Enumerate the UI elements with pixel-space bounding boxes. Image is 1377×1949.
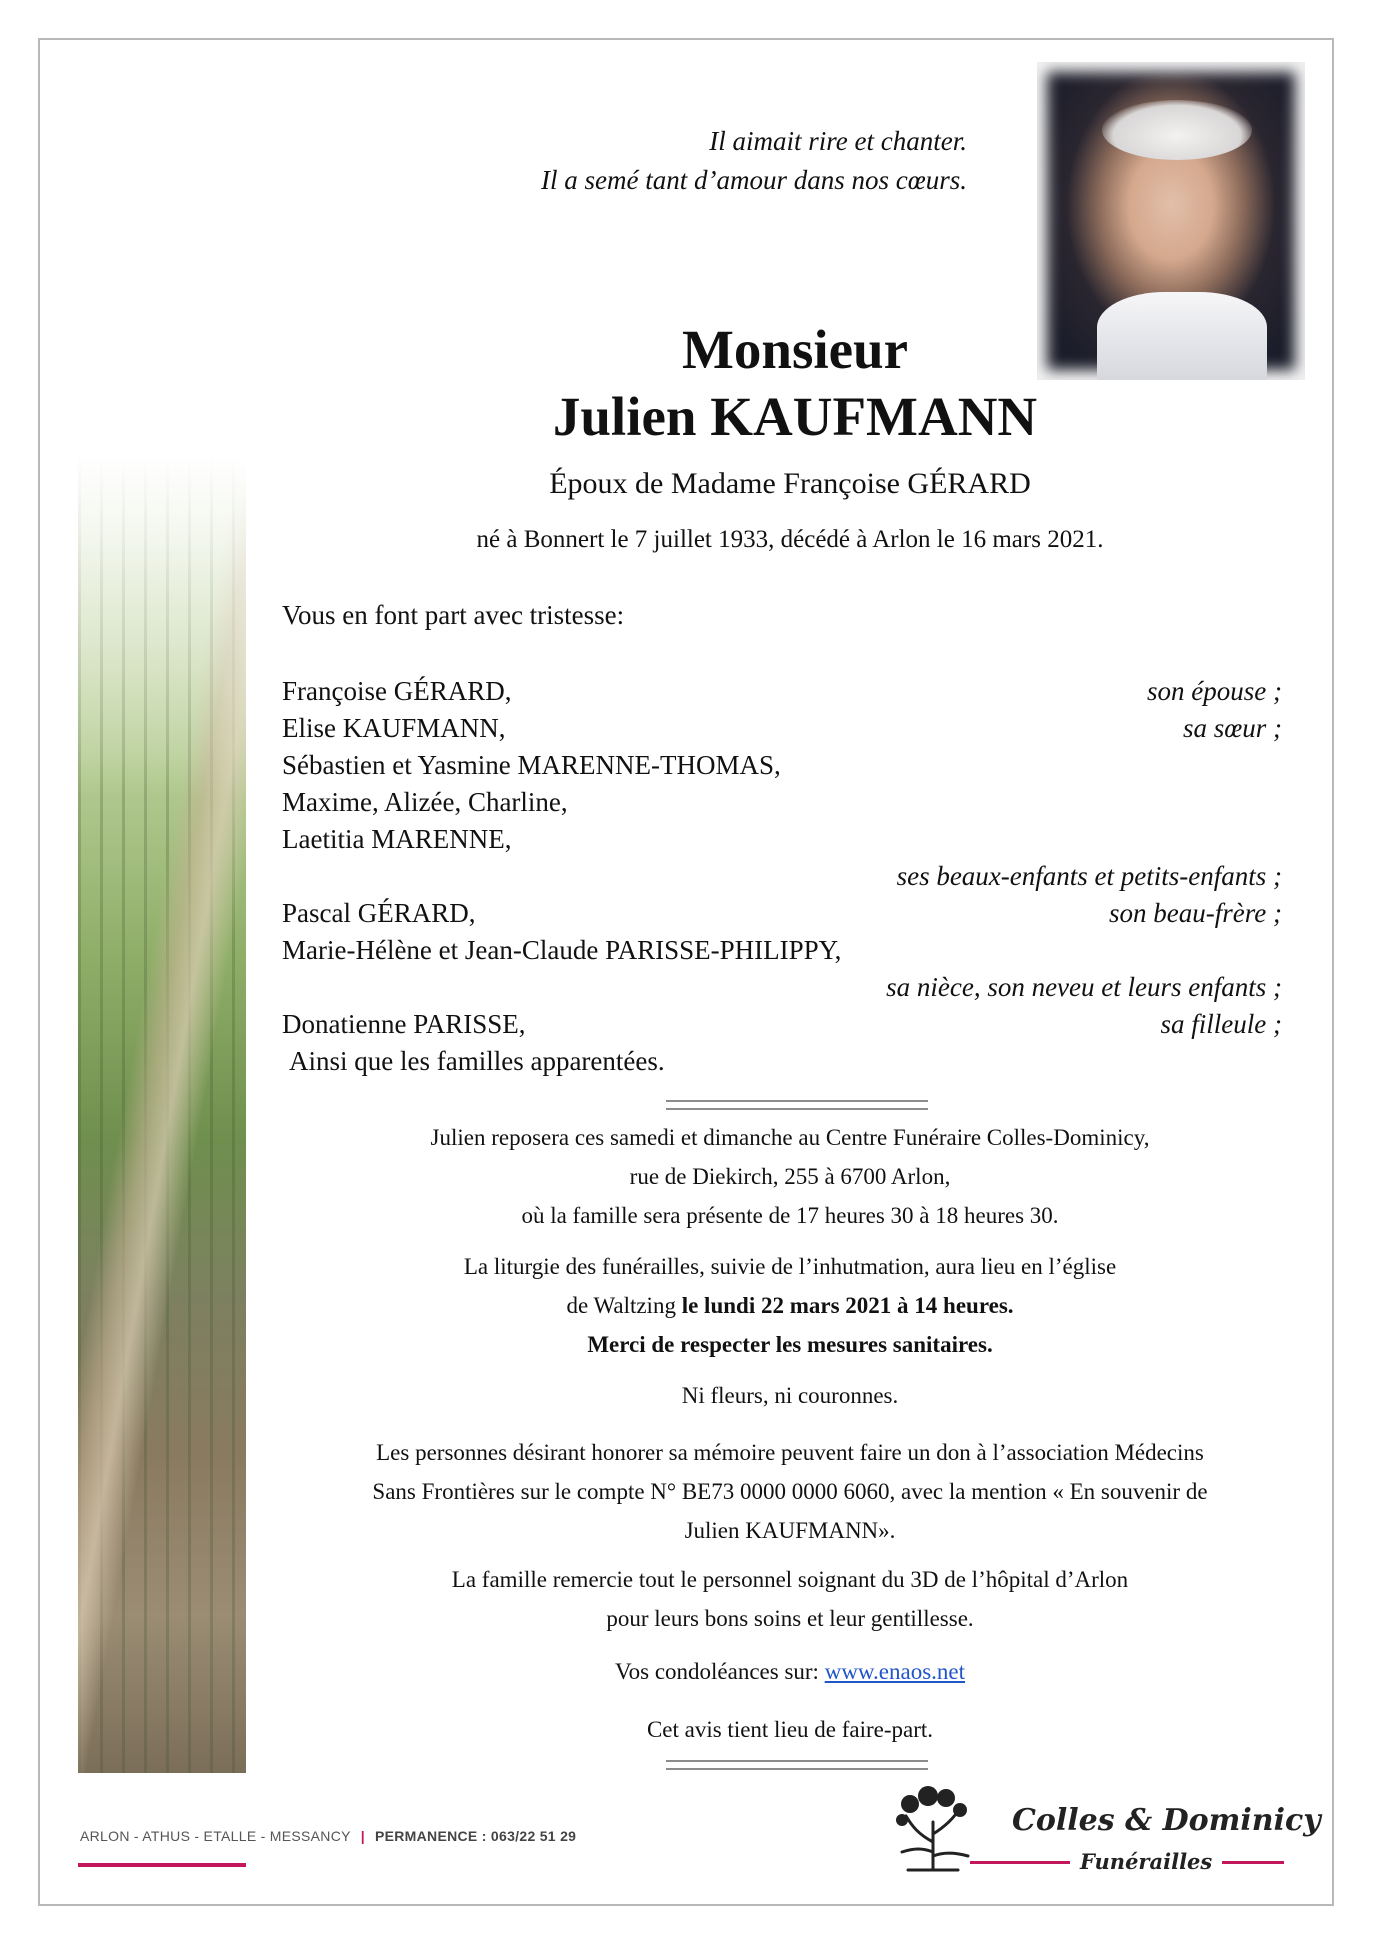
dates-line: né à Bonnert le 7 juillet 1933, décédé à Arlon le 16 mars 2021. bbox=[476, 526, 1104, 553]
funeral-line-1: La liturgie des funérailles, suivie de l’inhutmation, aura lieu en l’église bbox=[463, 1254, 1117, 1279]
family-row bbox=[282, 932, 1282, 969]
family-name: Marie-Hélène et Jean-Claude PARISSE-PHILIPPY, bbox=[282, 935, 842, 965]
family-closing-text: Ainsi que les familles apparentées. bbox=[289, 1046, 665, 1076]
family-relation: sa sœur ; bbox=[1182, 713, 1282, 743]
family-row bbox=[282, 821, 1282, 858]
funeral-place: de Waltzing bbox=[566, 1293, 676, 1318]
family-name: Laetitia MARENNE, bbox=[282, 824, 512, 854]
brand-underline-left bbox=[970, 1861, 1070, 1864]
funeral-block bbox=[270, 1247, 1310, 1364]
quote-line-1: Il aimait rire et chanter. bbox=[709, 126, 967, 156]
footer-accent-bar bbox=[78, 1863, 246, 1867]
brand-underline-right bbox=[1222, 1861, 1284, 1864]
footer-locations: ARLON - ATHUS - ETALLE - MESSANCY bbox=[80, 1828, 351, 1844]
footer-permanence: PERMANENCE : 063/22 51 29 bbox=[375, 1828, 577, 1844]
visitation-block bbox=[270, 1118, 1310, 1235]
family-name: Sébastien et Yasmine MARENNE-THOMAS, bbox=[282, 750, 781, 780]
family-name: Maxime, Alizée, Charline, bbox=[282, 787, 568, 817]
sanitary-notice: Merci de respecter les mesures sanitaires. bbox=[587, 1332, 993, 1357]
family-row bbox=[282, 710, 1282, 747]
announcement-intro: Vous en font part avec tristesse: bbox=[282, 600, 625, 630]
thanks-line-1: La famille remercie tout le personnel soignant du 3D de l’hôpital d’Arlon bbox=[451, 1567, 1129, 1592]
family-row bbox=[282, 673, 1282, 710]
divider-bottom bbox=[666, 1760, 928, 1770]
donation-line-1: Les personnes désirant honorer sa mémoire peuvent faire un don à l’association Médecins bbox=[376, 1440, 1204, 1465]
family-row bbox=[282, 784, 1282, 821]
visitation-line-1: Julien reposera ces samedi et dimanche au Centre Funéraire Colles-Dominicy, bbox=[430, 1125, 1150, 1150]
family-name: Elise KAUFMANN, bbox=[282, 713, 506, 743]
brand-name: Colles & Dominicy bbox=[1012, 1803, 1321, 1838]
family-relation: ses beaux-enfants et petits-enfants ; bbox=[896, 861, 1282, 891]
quote-line-2: Il a semé tant d’amour dans nos cœurs. bbox=[541, 165, 967, 195]
donation-line-2: Sans Frontières sur le compte N° BE73 0000 0000 6060, avec la mention « En souvenir de bbox=[372, 1479, 1208, 1504]
name-title: Monsieur bbox=[681, 319, 909, 380]
funeral-line-2 bbox=[270, 1286, 1310, 1325]
funeral-date: le lundi 22 mars 2021 à 14 heures. bbox=[681, 1293, 1014, 1318]
family-row bbox=[282, 969, 1282, 1006]
spouse-line: Époux de Madame Françoise GÉRARD bbox=[549, 467, 1031, 500]
thanks-line-2: pour leurs bons soins et leur gentillesse. bbox=[606, 1606, 974, 1631]
family-row bbox=[282, 1006, 1282, 1043]
full-name: Julien KAUFMANN bbox=[552, 386, 1038, 447]
family-row bbox=[282, 858, 1282, 895]
portrait-hair bbox=[1102, 100, 1252, 160]
family-row bbox=[282, 895, 1282, 932]
visitation-line-3: où la famille sera présente de 17 heures 30 à 18 heures 30. bbox=[521, 1203, 1059, 1228]
family-name: Donatienne PARISSE, bbox=[282, 1009, 526, 1039]
family-name: Françoise GÉRARD, bbox=[282, 676, 512, 706]
footer-separator: | bbox=[360, 1828, 365, 1844]
condolences-prefix: Vos condoléances sur: bbox=[614, 1659, 819, 1684]
notice-line: Cet avis tient lieu de faire-part. bbox=[646, 1717, 934, 1742]
brand-subtitle: Funérailles bbox=[1080, 1849, 1213, 1874]
family-closing bbox=[289, 1043, 1289, 1080]
tree-logo-icon bbox=[888, 1782, 978, 1874]
family-row bbox=[282, 747, 1282, 784]
condolences-line bbox=[270, 1652, 1310, 1691]
donation-line-3: Julien KAUFMANN». bbox=[684, 1518, 896, 1543]
visitation-line-2: rue de Diekirch, 255 à 6700 Arlon, bbox=[629, 1164, 951, 1189]
family-relation: son épouse ; bbox=[1147, 676, 1282, 706]
footer-contact bbox=[80, 1828, 576, 1844]
forest-path-image bbox=[78, 455, 246, 1773]
divider-top bbox=[666, 1100, 928, 1110]
donation-block bbox=[270, 1433, 1310, 1550]
thanks-block bbox=[270, 1560, 1310, 1638]
family-name: Pascal GÉRARD, bbox=[282, 898, 476, 928]
family-relation: sa filleule ; bbox=[1160, 1009, 1282, 1039]
family-relation: son beau-frère ; bbox=[1109, 898, 1282, 928]
no-flowers: Ni fleurs, ni couronnes. bbox=[681, 1383, 899, 1408]
family-relation: sa nièce, son neveu et leurs enfants ; bbox=[886, 972, 1282, 1002]
condolences-link[interactable]: www.enaos.net bbox=[824, 1659, 966, 1684]
quote bbox=[541, 122, 967, 200]
